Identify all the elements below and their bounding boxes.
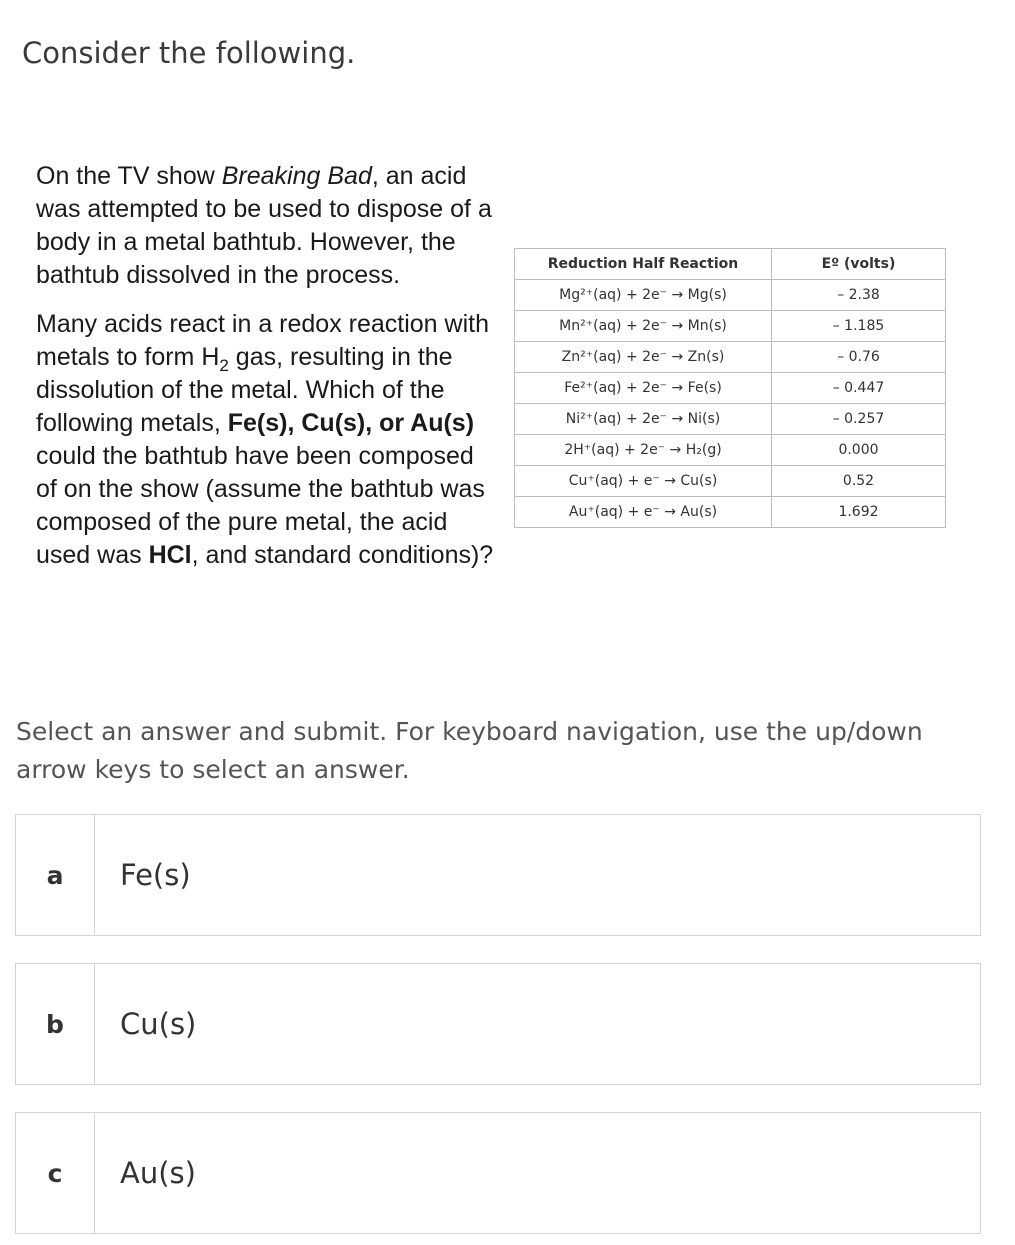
header-potential: Eº (volts)	[772, 249, 946, 280]
subscript: 2	[219, 356, 229, 375]
potential-cell: – 1.185	[772, 311, 946, 342]
show-title: Breaking Bad	[221, 162, 372, 190]
option-letter: b	[16, 964, 95, 1084]
table-row	[515, 280, 946, 311]
potential-cell: – 0.76	[772, 342, 946, 373]
potential-cell: 0.000	[772, 435, 946, 466]
q-text: gas, resulting in the dissolution of the metal. Which of the following metals,	[36, 343, 453, 437]
instructions: Select an answer and submit. For keyboard navigation, use the up/down arrow keys to select an answer.	[16, 717, 923, 784]
option-label: Fe(s)	[120, 858, 191, 892]
q-text: could the bathtub have been composed of on the show (assume the bathtub was composed of the pure metal, the acid used was	[36, 442, 485, 569]
option-label: Au(s)	[120, 1156, 196, 1190]
q-text: Many acids react in a redox reaction with metals to form H	[36, 310, 489, 371]
reaction-cell: Cu⁺(aq) + e⁻ → Cu(s)	[515, 466, 772, 497]
q-text: , and standard conditions)?	[191, 541, 494, 569]
potential-cell: 1.692	[772, 497, 946, 528]
table-row	[515, 404, 946, 435]
reaction-cell: Fe²⁺(aq) + 2e⁻ → Fe(s)	[515, 373, 772, 404]
table-row	[515, 342, 946, 373]
metal-list: Fe(s), Cu(s), or Au(s)	[227, 409, 475, 437]
table-header-row	[515, 249, 946, 280]
answer-option-b[interactable]	[15, 963, 981, 1085]
potential-cell: – 2.38	[772, 280, 946, 311]
question-paragraph-2	[36, 308, 501, 572]
option-letter: c	[16, 1113, 95, 1233]
answer-option-c[interactable]	[15, 1112, 981, 1234]
answer-option-a[interactable]	[15, 814, 981, 936]
table-row	[515, 311, 946, 342]
question-paragraph-1	[36, 160, 501, 292]
question-image	[16, 150, 946, 660]
reduction-potential-table	[514, 248, 946, 528]
table-row	[515, 435, 946, 466]
reaction-cell: Mg²⁺(aq) + 2e⁻ → Mg(s)	[515, 280, 772, 311]
table-row	[515, 373, 946, 404]
reaction-cell: Ni²⁺(aq) + 2e⁻ → Ni(s)	[515, 404, 772, 435]
potential-cell: – 0.447	[772, 373, 946, 404]
option-letter: a	[16, 815, 95, 935]
reaction-cell: Zn²⁺(aq) + 2e⁻ → Zn(s)	[515, 342, 772, 373]
acid-name: HCl	[148, 541, 192, 569]
reaction-cell: Mn²⁺(aq) + 2e⁻ → Mn(s)	[515, 311, 772, 342]
table-row	[515, 466, 946, 497]
q-text: , an acid was attempted to be used to dispose of a body in a metal bathtub. However, the bathtub dissolved in the process.	[36, 162, 492, 289]
option-label: Cu(s)	[120, 1007, 197, 1041]
potential-cell: – 0.257	[772, 404, 946, 435]
table-row	[515, 497, 946, 528]
reaction-cell: Au⁺(aq) + e⁻ → Au(s)	[515, 497, 772, 528]
reaction-cell: 2H⁺(aq) + 2e⁻ → H₂(g)	[515, 435, 772, 466]
potential-cell: 0.52	[772, 466, 946, 497]
page-heading: Consider the following.	[22, 36, 356, 70]
header-reaction: Reduction Half Reaction	[515, 249, 772, 280]
question-text	[36, 160, 501, 572]
q-text: On the TV show	[36, 162, 222, 190]
